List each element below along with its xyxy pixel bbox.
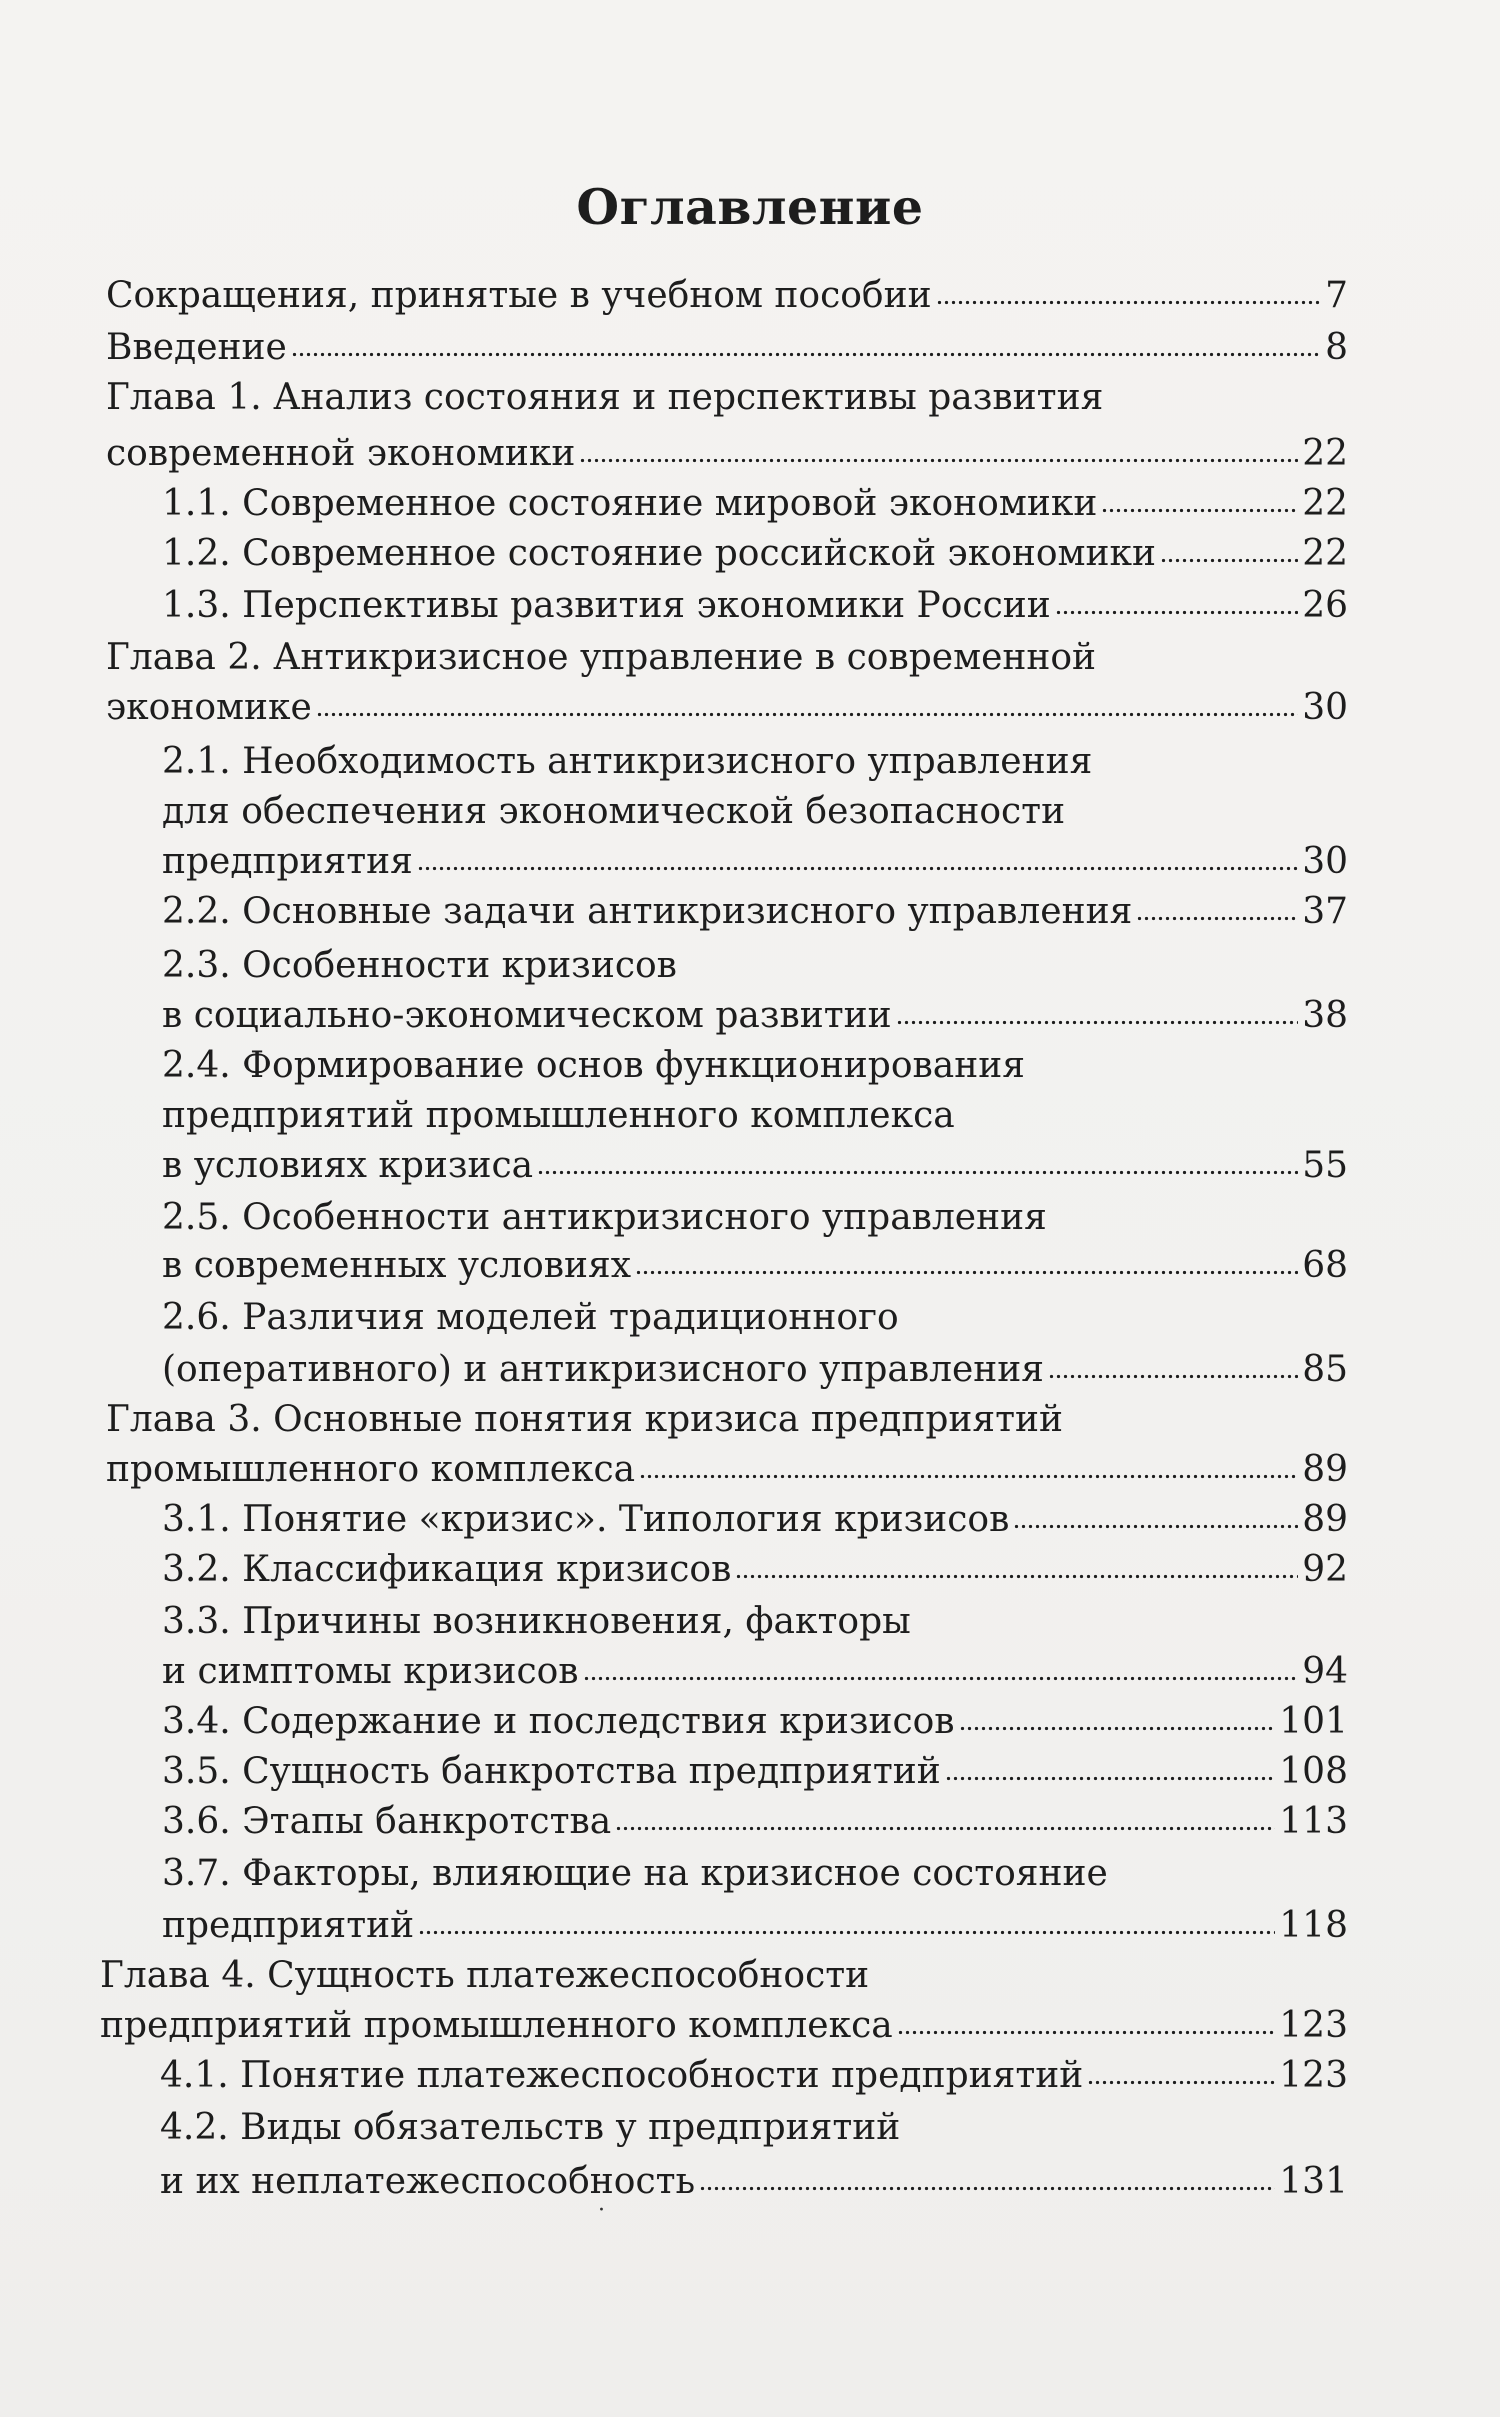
toc-entry-title: 2.2. Основные задачи антикризисного управления: [162, 891, 1133, 932]
dot-leader: [959, 1699, 1276, 1735]
toc-entry: [100, 2000, 1348, 2051]
toc-entry: [162, 1494, 1348, 1545]
toc-entry: [162, 580, 1348, 631]
toc-entry-title: 1.2. Современное состояние российской экономики: [162, 533, 1157, 574]
toc-entry: [106, 1394, 1063, 1445]
toc-page-number: 22: [1302, 533, 1348, 574]
toc-entry: [162, 1292, 899, 1343]
dot-leader: [417, 839, 1298, 875]
dot-leader: [1048, 1347, 1298, 1383]
dot-leader: [579, 431, 1298, 467]
toc-page-number: 101: [1279, 1701, 1348, 1742]
toc-entry: [162, 528, 1348, 579]
dot-leader: [1087, 2053, 1275, 2089]
toc-entry-title: предприятия: [162, 841, 413, 882]
toc-page-number: 89: [1302, 1499, 1348, 1540]
toc-page-number: 37: [1302, 891, 1348, 932]
toc-page-number: 89: [1302, 1449, 1348, 1490]
toc-entry-title: предприятий: [162, 1905, 415, 1946]
toc-entry-title: Введение: [106, 327, 287, 368]
toc-entry: [106, 270, 1348, 321]
toc-entry-title: в социально-экономическом развитии: [162, 995, 892, 1036]
toc-entry: [162, 990, 1348, 1041]
toc-page-number: 7: [1325, 275, 1348, 316]
dot-leader: [1101, 481, 1298, 517]
toc-entry-title: экономике: [106, 687, 312, 728]
toc-page-number: 38: [1302, 995, 1348, 1036]
toc-entry-title: Глава 1. Анализ состояния и перспективы развития: [106, 377, 1104, 418]
dot-leader: [735, 1547, 1298, 1583]
toc-entry-title: Сокращения, принятые в учебном пособии: [106, 275, 932, 316]
toc-entry: [106, 372, 1103, 423]
toc-page-number: 22: [1302, 433, 1348, 474]
toc-entry: [162, 940, 677, 991]
toc-page-number: 55: [1302, 1145, 1348, 1186]
toc-entry: [162, 1544, 1348, 1595]
toc-page-number: 8: [1325, 327, 1348, 368]
toc-entry-title: 3.4. Содержание и последствия кризисов: [162, 1701, 955, 1742]
toc-page-number: 30: [1302, 841, 1348, 882]
page-title: Оглавление: [576, 178, 924, 236]
toc-page-number: 113: [1279, 1801, 1348, 1842]
toc-entry-title: предприятий промышленного комплекса: [162, 1095, 955, 1136]
toc-entry-title: 3.7. Факторы, влияющие на кризисное состояние: [162, 1853, 1108, 1894]
toc-entry-title: Глава 4. Сущность платежеспособности: [100, 1955, 870, 1996]
toc-entry-title: 1.3. Перспективы развития экономики России: [162, 585, 1051, 626]
dot-leader: [639, 1447, 1298, 1483]
toc-entry: [106, 682, 1348, 733]
dot-leader: [1013, 1497, 1298, 1533]
toc-entry: [162, 1192, 1047, 1243]
dot-leader: [897, 2003, 1276, 2039]
toc-entry: [162, 736, 1092, 787]
dot-leader: [896, 993, 1299, 1029]
toc-entry-title: для обеспечения экономической безопасности: [162, 791, 1066, 832]
toc-entry-title: 4.1. Понятие платежеспособности предприятий: [160, 2055, 1084, 2096]
toc-entry: [162, 1596, 911, 1647]
toc-entry-title: в современных условиях: [162, 1245, 632, 1286]
toc-entry: [106, 632, 1096, 683]
toc-entry-title: 2.6. Различия моделей традиционного: [162, 1297, 899, 1338]
toc-entry: [162, 478, 1348, 529]
toc-entry: [160, 2156, 1348, 2207]
toc-entry: [162, 1240, 1348, 1291]
toc-entry: [100, 1950, 869, 2001]
toc-entry: [162, 1796, 1348, 1847]
dot-leader: [1136, 889, 1298, 925]
dot-leader: [1055, 583, 1298, 619]
toc-entry-title: 2.1. Необходимость антикризисного управления: [162, 741, 1093, 782]
toc-entry: [106, 322, 1348, 373]
toc-page-number: 30: [1302, 687, 1348, 728]
toc-entry: [162, 1040, 1025, 1091]
toc-entry-title: 2.3. Особенности кризисов: [162, 945, 677, 986]
dot-leader: [537, 1143, 1298, 1179]
toc-page-number: 118: [1279, 1905, 1348, 1946]
toc-entry-title: современной экономики: [106, 433, 576, 474]
toc-entry-title: 2.4. Формирование основ функционирования: [162, 1045, 1025, 1086]
toc-entry: [162, 786, 1065, 837]
dot-leader: [699, 2159, 1275, 2195]
toc-page-number: 108: [1279, 1751, 1348, 1792]
toc-entry: [162, 1696, 1348, 1747]
toc-page-number: 94: [1302, 1651, 1348, 1692]
dot-leader: [936, 273, 1322, 309]
toc-entry-title: 4.2. Виды обязательств у предприятий: [160, 2107, 901, 2148]
toc-entry-title: Глава 2. Антикризисное управление в современной: [106, 637, 1097, 678]
toc-entry-title: и их неплатежеспособность: [160, 2161, 696, 2202]
dot-leader: [945, 1749, 1275, 1785]
toc-entry: [106, 1444, 1348, 1495]
toc-entry: [162, 1344, 1348, 1395]
dot-leader: [635, 1243, 1298, 1279]
toc-page-number: 123: [1279, 2005, 1348, 2046]
toc-entry: [162, 1746, 1348, 1797]
toc-entry-title: (оперативного) и антикризисного управления: [162, 1349, 1044, 1390]
toc-entry-title: 3.6. Этапы банкротства: [162, 1801, 612, 1842]
toc-entry-title: 2.5. Особенности антикризисного управления: [162, 1197, 1047, 1238]
toc-page-number: 85: [1302, 1349, 1348, 1390]
toc-page-number: 26: [1302, 585, 1348, 626]
dot-leader: [583, 1649, 1299, 1685]
toc-entry: [162, 1140, 1348, 1191]
toc-entry: [162, 1090, 955, 1141]
toc-page-number: 131: [1279, 2161, 1348, 2202]
toc-entry: [162, 886, 1348, 937]
toc-entry: [162, 1848, 1108, 1899]
toc-entry: [162, 836, 1348, 887]
toc-entry: [160, 2102, 900, 2153]
toc-entry-title: в условиях кризиса: [162, 1145, 534, 1186]
toc-entry-title: 1.1. Современное состояние мировой экономики: [162, 483, 1098, 524]
toc-entry-title: 3.5. Сущность банкротства предприятий: [162, 1751, 941, 1792]
toc-entry-title: предприятий промышленного комплекса: [100, 2005, 893, 2046]
dot-leader: [418, 1903, 1275, 1939]
page-mark: ·: [598, 2198, 605, 2223]
dot-leader: [291, 325, 1321, 361]
toc-entry-title: 3.1. Понятие «кризис». Типология кризисов: [162, 1499, 1010, 1540]
dot-leader: [615, 1799, 1275, 1835]
toc-page-number: 68: [1302, 1245, 1348, 1286]
toc-entry-title: 3.2. Классификация кризисов: [162, 1549, 732, 1590]
toc-entry: [162, 1646, 1348, 1697]
toc-entry-title: промышленного комплекса: [106, 1449, 636, 1490]
dot-leader: [1160, 531, 1298, 567]
toc-entry: [160, 2050, 1348, 2101]
dot-leader: [316, 685, 1298, 721]
toc-page-number: 22: [1302, 483, 1348, 524]
toc-page-number: 92: [1302, 1549, 1348, 1590]
toc-entry-title: 3.3. Причины возникновения, факторы: [162, 1601, 911, 1642]
toc-entry: [162, 1900, 1348, 1951]
toc-entry-title: Глава 3. Основные понятия кризиса предприятий: [106, 1399, 1063, 1440]
toc-page-number: 123: [1279, 2055, 1348, 2096]
toc-entry: [106, 428, 1348, 479]
toc-entry-title: и симптомы кризисов: [162, 1651, 579, 1692]
